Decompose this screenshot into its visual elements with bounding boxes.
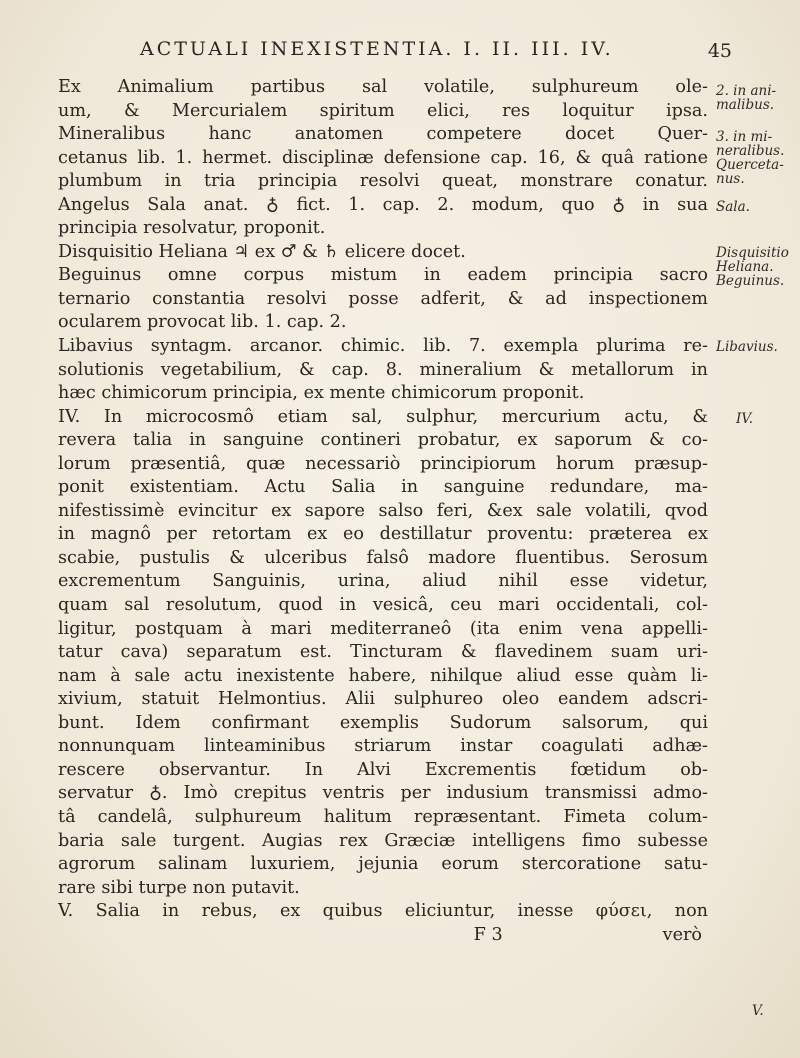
text-line: Disquisitio Heliana ♃ ex ♂ & ♄ elicere docet. [58,241,466,262]
text-line: nifestissimè evincitur ex sapore salso feri, &ex sale volatili, qvod [58,500,708,521]
text-line: Ex Animalium partibus sal volatile, sulphureum ole- [58,77,708,97]
margin-note: IV. [736,411,754,427]
text-line: excrementum Sanguinis, urina, aliud nihil esse videtur, [58,571,708,592]
text-line: ocularem provocat lib. 1. cap. 2. [58,312,347,333]
text-line: xivium, statuit Helmontius. Alii sulphureo oleo eandem adscri- [58,689,708,710]
margin-note: Disquisitio Heliana. Beguinus. [716,245,789,289]
text-line: lorum præsentiâ, quæ necessariò principiorum horum præsup- [58,453,708,474]
text-line: hæc chimicorum principia, ex mente chimicorum proponit. [58,383,585,404]
text-line: Beguinus omne corpus mistum in eadem principia sacro [58,265,708,286]
text-line: IV. In microcosmô etiam sal, sulphur, mercurium actu, & [58,406,708,427]
text-line: bunt. Idem confirmant exemplis Sudorum salsorum, qui [58,712,708,733]
catchword: verò [662,924,702,945]
text-line: principia resolvatur, proponit. [58,218,326,239]
text-line: plumbum in tria principia resolvi queat, monstrare conatur. [58,171,708,192]
text-line: nonnunquam linteaminibus striarum instar coagulati adhæ- [58,736,708,757]
page-header [140,38,732,70]
text-line: tâ candelâ, sulphureum halitum repræsentant. Fimeta colum- [58,806,708,827]
text-line: um, & Mercurialem spiritum elici, res loquitur ipsa. [58,100,708,121]
text-line: quam sal resolutum, quod in vesicâ, ceu mari occidentali, col- [58,595,708,616]
text-line: cetanus lib. 1. hermet. disciplinæ defensione cap. 16, & quâ ratione [58,147,708,168]
text-line: tatur cava) separatum est. Tincturam & flavedinem suam uri- [58,642,708,663]
text-line: Mineralibus hanc anatomen competere docet Quer- [58,124,708,145]
text-line: Libavius syntagm. arcanor. chimic. lib. 7. exempla plurima re- [58,336,708,357]
text-line: scabie, pustulis & ulceribus falsô madore fluentibus. Serosum [58,547,708,568]
text-line: revera talia in sanguine contineri probatur, ex saporum & co- [58,430,708,451]
text-line: ternario constantia resolvi posse adferit, & ad inspectionem [58,288,708,309]
text-line: ponit existentiam. Actu Salia in sanguine redundare, ma- [58,477,708,498]
text-line: ligitur, postquam à mari mediterraneô (ita enim vena appelli- [58,618,708,639]
margin-note: Libavius. [716,339,778,355]
text-line: rescere observantur. In Alvi Excrementis fœtidum ob- [58,759,708,780]
running-head: ACTUALI INEXISTENTIA. I. II. III. IV. [140,38,614,60]
margin-note: 2. in ani- malibus. [716,83,777,113]
text-line: V. Salia in rebus, ex quibus eliciuntur, inesse φύσει, non [58,901,708,922]
body-text [58,76,708,947]
margin-note: V. [752,1003,764,1019]
margin-note: 3. in mi- neralibus. Querceta- nus. [716,129,785,187]
page-number: 45 [707,40,732,62]
text-line: baria sale turgent. Augias rex Græciæ intelligens fimo subesse [58,830,708,851]
text-line: in magnô per retortam ex eo destillatur proventu: præterea ex [58,524,708,545]
signature-mark: F 3 [473,924,503,945]
catchline [58,924,708,948]
text-line: rare sibi turpe non putavit. [58,877,300,898]
text-line: Angelus Sala anat. ♁ fict. 1. cap. 2. modum, quo ♁ in sua [58,194,708,215]
text-line: agrorum salinam luxuriem, jejunia eorum stercoratione satu- [58,854,708,875]
text-line: servatur ♁. Imò crepitus ventris per indusium transmissi admo- [58,783,708,804]
margin-note: Sala. [716,199,750,215]
text-line: nam à sale actu inexistente habere, nihilque aliud esse quàm li- [58,665,708,686]
text-line: solutionis vegetabilium, & cap. 8. mineralium & metallorum in [58,359,708,380]
